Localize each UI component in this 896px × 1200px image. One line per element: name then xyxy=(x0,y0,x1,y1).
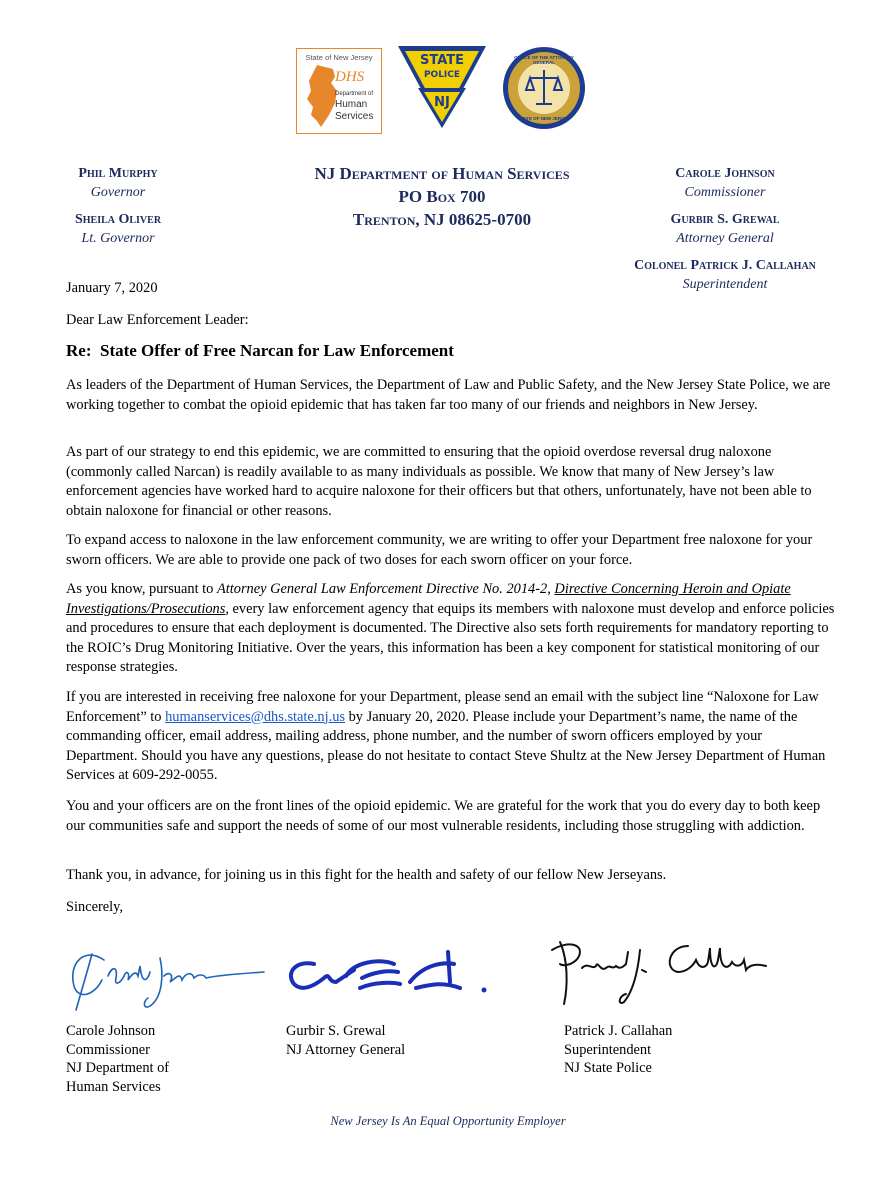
lt-governor-name: Sheila Oliver xyxy=(74,212,162,227)
dhs-logo xyxy=(296,48,382,134)
letter-date: January 7, 2020 xyxy=(66,280,158,296)
johnson-title: Commissioner xyxy=(66,1041,150,1058)
dhs-logo-services: Services xyxy=(335,111,374,122)
directive-title: Directive Concerning Heroin and Opiate Investigations/Prosecutions xyxy=(66,581,791,617)
footer-equal-opportunity: New Jersey Is An Equal Opportunity Employer xyxy=(330,1114,566,1128)
signature-carole-johnson xyxy=(64,936,284,1016)
grewal-title: NJ Attorney General xyxy=(286,1041,406,1058)
governor-name: Phil Murphy xyxy=(78,166,158,181)
callahan-org: NJ State Police xyxy=(564,1060,652,1076)
signature-block-grewal xyxy=(286,1022,405,1059)
state-police-logo-line2: POLICE xyxy=(423,70,461,80)
attorney-general-title: Attorney General xyxy=(676,231,774,246)
paragraph-2: As part of our strategy to end this epidemic, we are committed to ensuring that the opioid overdose reversal drug naloxone (commonly called Narcan) is readily available to as many individuals as possible. We know that many of New Jersey’s law enforcement agencies have worked hard to acquire naloxone for their officers but that others, unfortunately, have not been able to obtain naloxone for financial or other reasons. xyxy=(66,444,812,519)
callahan-name: Patrick J. Callahan xyxy=(564,1023,673,1039)
city-state-zip: Trenton, NJ 08625-0700 xyxy=(352,210,532,229)
paragraph-5-body: by January 20, 2020. Please include your Department’s name, the name of the commanding officer, email address, mailing address, phone number, and the number of sworn officers employed by your Department. Should you have any questions, please do not hesitate to contact Steve Shultz at the New Jersey Department of Human Services at 609-292-0055. xyxy=(66,708,826,783)
johnson-dept-line1: NJ Department of xyxy=(66,1060,170,1076)
attorney-general-seal xyxy=(502,46,586,130)
johnson-dept-line2: Human Services xyxy=(66,1078,161,1095)
superintendent-title: Superintendent xyxy=(682,277,768,292)
email-link[interactable]: humanservices@dhs.state.nj.us xyxy=(165,708,346,725)
dhs-logo-human: Human xyxy=(335,99,368,110)
dhs-logo-dept-line: Department of xyxy=(335,91,374,97)
attorney-general-name: Gurbir S. Grewal xyxy=(670,212,780,227)
commissioner-title: Commissioner xyxy=(684,185,766,200)
dhs-logo-state-text: State of New Jersey xyxy=(305,53,373,62)
paragraph-5-intro: If you are interested in receiving free naloxone for your Department, please send an email with the subject line “Naloxone for Law Enforcement” to xyxy=(66,689,819,725)
po-box: PO Box 700 xyxy=(398,187,486,206)
department-name: NJ Department of Human Services xyxy=(314,164,570,183)
state-police-logo-line1: STATE xyxy=(419,53,465,68)
dhs-logo-mark: DHS xyxy=(335,69,365,85)
superintendent-name: Colonel Patrick J. Callahan xyxy=(634,258,816,273)
grewal-name: Gurbir S. Grewal xyxy=(286,1023,386,1039)
paragraph-5 xyxy=(66,688,836,786)
header-right xyxy=(600,164,850,294)
signature-gurbir-grewal xyxy=(284,942,494,1002)
paragraph-7: Thank you, in advance, for joining us in this fight for the health and safety of our fellow New Jerseyans. xyxy=(66,867,667,883)
paragraph-3: To expand access to naloxone in the law enforcement community, we are writing to offer your Department free naloxone for your sworn officers. We are able to provide one pack of two doses for each sworn officer on your force. xyxy=(66,532,813,568)
lt-governor-title: Lt. Governor xyxy=(81,231,155,246)
paragraph-4-comma: , xyxy=(547,581,555,597)
header-left xyxy=(58,164,178,248)
subject-line: Re: State Offer of Free Narcan for Law Enforcement xyxy=(66,341,454,360)
paragraph-6: You and your officers are on the front lines of the opioid epidemic. We are grateful for the work that you do every day to both keep our communities safe and support the needs of some of our most vulnerable residents, including those struggling with addiction. xyxy=(66,798,821,834)
ag-seal-bottom-text: STATE OF NEW JERSEY xyxy=(517,116,571,121)
callahan-title: Superintendent xyxy=(564,1041,652,1058)
paragraph-4-body: , every law enforcement agency that equips its members with naloxone must develop and enforce policies and procedures to ensure that each deployment is documented. The Directive also sets forth requirements for mandatory reporting to the ROIC’s Drug Monitoring Initiative. Over the years, this information has been a key component for statistical monitoring of our response strategies. xyxy=(66,600,835,675)
ag-seal-ring-text: OFFICE OF THE ATTORNEY GENERAL xyxy=(514,55,574,65)
state-police-logo xyxy=(396,44,488,130)
state-police-logo-mark: NJ xyxy=(434,95,450,110)
governor-title: Governor xyxy=(90,185,146,200)
commissioner-name: Carole Johnson xyxy=(675,166,775,181)
signature-block-callahan xyxy=(564,1022,672,1078)
closing: Sincerely, xyxy=(66,899,124,915)
paragraph-4 xyxy=(66,580,836,678)
johnson-name: Carole Johnson xyxy=(66,1023,156,1039)
department-address xyxy=(270,162,614,231)
signature-block-johnson xyxy=(66,1022,169,1096)
paragraph-1: As leaders of the Department of Human Services, the Department of Law and Public Safety, and the New Jersey State Police, we are working together to combat the opioid epidemic that has taken far too many of our friends and neighbors in New Jersey. xyxy=(66,377,831,413)
salutation: Dear Law Enforcement Leader: xyxy=(66,312,249,328)
signature-patrick-callahan xyxy=(538,930,778,1010)
paragraph-4-intro: As you know, pursuant to xyxy=(66,581,217,597)
directive-reference: Attorney General Law Enforcement Directive No. 2014-2 xyxy=(216,581,548,597)
